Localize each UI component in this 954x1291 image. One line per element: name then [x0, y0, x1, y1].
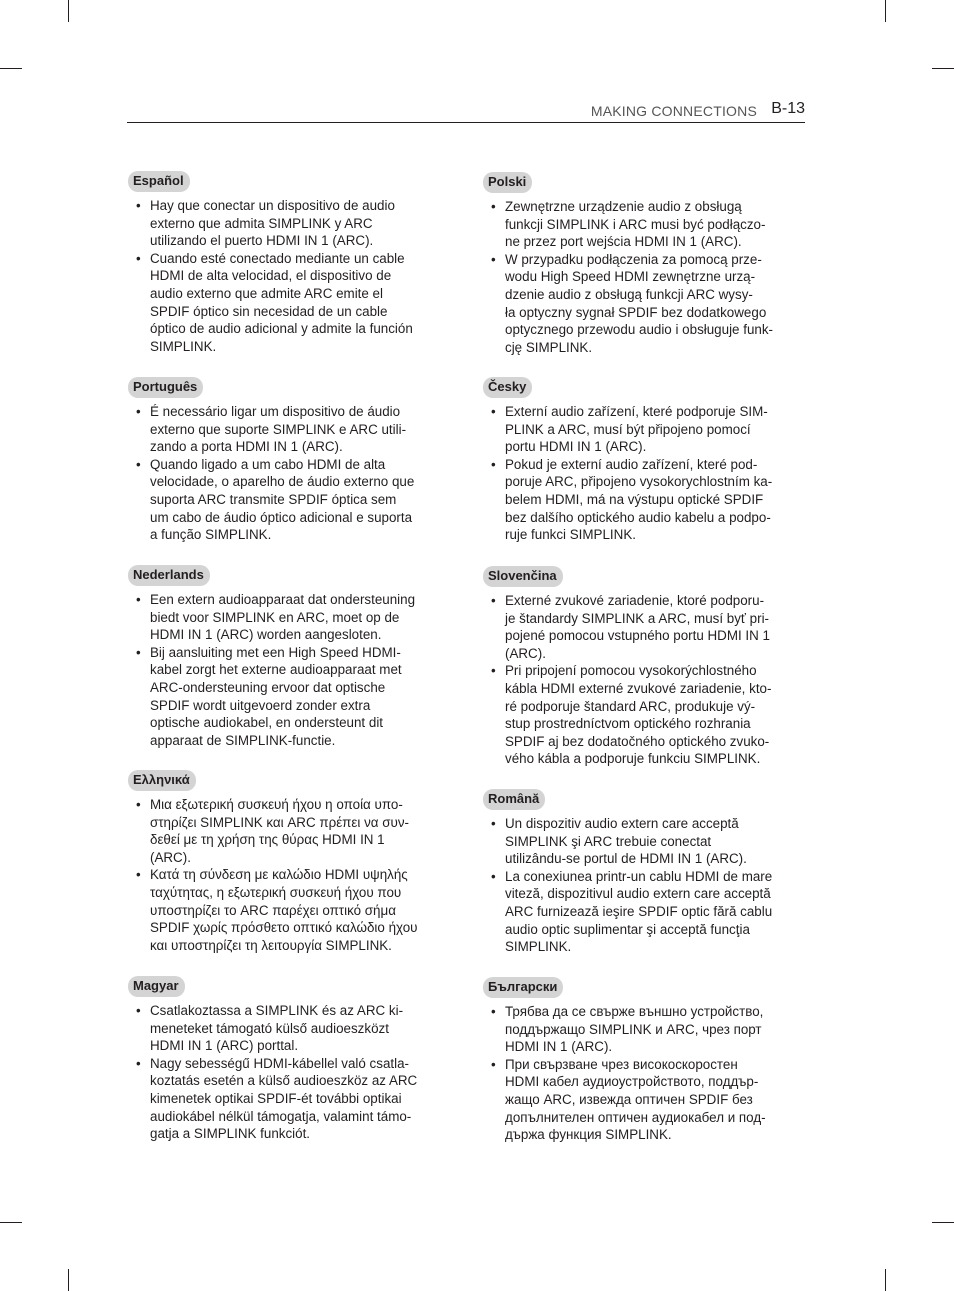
list-item: • É necessário ligar um dispositivo de áudio externo que suporte SIMPLINK e ARC utili- zando a porta HDMI IN 1 (ARC). [136, 404, 407, 455]
list-item: • Pri pripojení pomocou vysokorýchlostného kábla HDMI externé zvukové zariadenie, kto- ré podporuje štandard ARC, produkuje vý- stup prostredníctvom optického rozhrania SPDIF aj bez dodatočného optického zvuko- vého kábla a podporuje funkciu SIMPLINK. [491, 663, 772, 767]
list-item: • Nagy sebességű HDMI-kábellel való csatla- koztatás esetén a külső audioeszköz az ARC kimenetek optikai SPDIF-ét további optikai audiokábel nélkül támogatja, valamint támo- gatja a SIMPLINK funkciót. [136, 1055, 418, 1142]
list-item: • Een extern audioapparaat dat ondersteuning biedt voor SIMPLINK en ARC, moet op de HDMI IN 1 (ARC) worden aangesloten. [136, 592, 416, 643]
bullet-icon: • [491, 1004, 496, 1019]
list-item: • При свързване чрез високоскоростен HDMI кабел аудиоустройството, поддър- жащо ARC, извежда оптичен SPDIF без допълнителен оптичен аудиокабел и под- държа функция SIMPLINK. [491, 1056, 766, 1143]
language-label: Nederlands [128, 565, 210, 586]
bullet-icon: • [491, 593, 496, 608]
list-item: • Csatlakoztassa a SIMPLINK és az ARC ki- meneteket támogató külső audioeszközt HDMI IN 1 (ARC) porttal. [136, 1003, 404, 1054]
language-section-es [128, 171, 440, 355]
page-header [127, 100, 805, 123]
language-section-bg [483, 977, 795, 1144]
language-label: Español [128, 171, 190, 192]
crop-mark [68, 0, 69, 22]
bullet-icon: • [491, 251, 496, 267]
section-title: MAKING CONNECTIONS [590, 103, 757, 119]
list-item: • Κατά τη σύνδεση με καλώδιο HDMI υψηλής ταχύτητας, η εξωτερική συσκευή ήχου που υποστηρίζει το ARC παρέχει οπτικό σήμα SPDIF χωρίς πρόσθετο οπτικό καλώδιο ήχου και υποστηρίζει τη λειτουργία SIMPLINK. [136, 867, 418, 953]
list-item: • Bij aansluiting met een High Speed HDMI- kabel zorgt het externe audioapparaat met ARC-ondersteuning ervoor dat optische SPDIF wordt uitgevoerd zonder extra optische audiokabel, en ondersteunt dit apparaat de SIMPLINK-functie. [136, 644, 402, 748]
list-item: • Hay que conectar un dispositivo de audio externo que admita SIMPLINK y ARC utilizando el puerto HDMI IN 1 (ARC). [136, 198, 395, 249]
bullet-icon: • [491, 456, 496, 472]
language-section-nl [128, 565, 440, 749]
list-item: • Zewnętrzne urządzenie audio z obsługą funkcji SIMPLINK i ARC musi być podłączo- ne przez port wejścia HDMI IN 1 (ARC). [491, 199, 766, 250]
language-label: Polski [483, 172, 532, 193]
bullet-icon: • [136, 456, 141, 472]
bullet-icon: • [491, 1056, 496, 1072]
crop-mark [885, 1269, 886, 1291]
bullet-list [483, 403, 795, 544]
language-section-pt [128, 377, 440, 544]
language-label: Български [483, 977, 563, 998]
list-item: • Un dispozitiv audio extern care acceptă SIMPLINK şi ARC trebuie conectat utilizându-se portul de HDMI IN 1 (ARC). [491, 816, 747, 867]
crop-mark [0, 1222, 22, 1223]
language-label: Slovenčina [483, 566, 563, 587]
bullet-list [128, 1002, 440, 1143]
bullet-icon: • [491, 663, 496, 679]
bullet-icon: • [136, 198, 141, 213]
bullet-list [128, 197, 440, 355]
language-section-ro [483, 789, 795, 956]
bullet-icon: • [136, 404, 141, 419]
language-label: Português [128, 377, 203, 398]
list-item: • Трябва да се свърже външно устройство, поддържащо SIMPLINK и ARC, чрез порт HDMI IN 1 (ARC). [491, 1004, 764, 1055]
list-item: • Μια εξωτερική συσκευή ήχου η οποία υπο- στηρίζει SIMPLINK και ARC πρέπει να συν- δεθεί με τη χρήση της θύρας HDMI IN 1 (ARC). [136, 797, 409, 865]
crop-mark [932, 1222, 954, 1223]
bullet-list [483, 815, 795, 956]
bullet-icon: • [491, 199, 496, 214]
bullet-icon: • [491, 404, 496, 419]
list-item: • Quando ligado a um cabo HDMI de alta velocidade, o aparelho de áudio externo que suporta ARC transmite SPDIF óptica sem um cabo de áudio óptico adicional e suporta a função SIMPLINK. [136, 456, 415, 543]
bullet-icon: • [136, 1055, 141, 1071]
list-item: • Pokud je externí audio zařízení, které pod- poruje ARC, připojeno vysokorychlostním ka- belem HDMI, má na výstupu optické SPDIF bez dalšího optického audio kabelu a podpo- ruje funkci SIMPLINK. [491, 456, 773, 543]
bullet-icon: • [136, 644, 141, 660]
language-section-pl [483, 172, 795, 356]
language-label: Magyar [128, 976, 185, 997]
bullet-icon: • [491, 868, 496, 884]
bullet-list [128, 403, 440, 544]
bullet-icon: • [136, 250, 141, 266]
crop-mark [885, 0, 886, 22]
crop-mark [0, 68, 22, 69]
bullet-list [483, 1003, 795, 1144]
language-label: Română [483, 789, 545, 810]
language-section-sk [483, 566, 795, 768]
bullet-list [483, 592, 795, 768]
language-section-cs [483, 377, 795, 544]
language-section-el [128, 770, 440, 954]
bullet-icon: • [136, 592, 141, 607]
bullet-icon: • [136, 797, 141, 812]
list-item: • Externé zvukové zariadenie, ktoré podporu- je štandardy SIMPLINK a ARC, musí byť pri- pojené pomocou vstupného portu HDMI IN 1 (ARC). [491, 593, 770, 661]
crop-mark [68, 1269, 69, 1291]
bullet-list [128, 796, 440, 954]
list-item: • W przypadku podłączenia za pomocą prze- wodu High Speed HDMI zewnętrzne urzą- dzenie audio z obsługą funkcji ARC wysy- ła optyczny sygnał SPDIF bez dodatkowego optycznego przewodu audio i obsługuje funk- cję SIMPLINK. [491, 251, 773, 355]
language-label: Česky [483, 377, 532, 398]
list-item: • Externí audio zařízení, které podporuje SIM- PLINK a ARC, musí být připojeno pomocí portu HDMI IN 1 (ARC). [491, 404, 768, 455]
list-item: • La conexiunea printr-un cablu HDMI de mare viteză, dispozitivul audio extern care acceptă ARC furnizează ieşire SPDIF optic fără cablu audio optic suplimentar şi acceptă funcţia SIMPLINK. [491, 868, 773, 955]
bullet-icon: • [491, 816, 496, 831]
bullet-list [483, 198, 795, 356]
crop-mark [932, 68, 954, 69]
page-number: B-13 [771, 100, 805, 117]
bullet-icon: • [136, 867, 141, 883]
bullet-list [128, 591, 440, 749]
list-item: • Cuando esté conectado mediante un cable HDMI de alta velocidad, el dispositivo de audio externo que admite ARC emite el SPDIF óptico sin necesidad de un cable óptico de audio adicional y admite la función SIMPLINK. [136, 250, 413, 354]
language-label: Ελληνικά [128, 770, 196, 791]
bullet-icon: • [136, 1003, 141, 1018]
language-section-hu [128, 976, 440, 1143]
